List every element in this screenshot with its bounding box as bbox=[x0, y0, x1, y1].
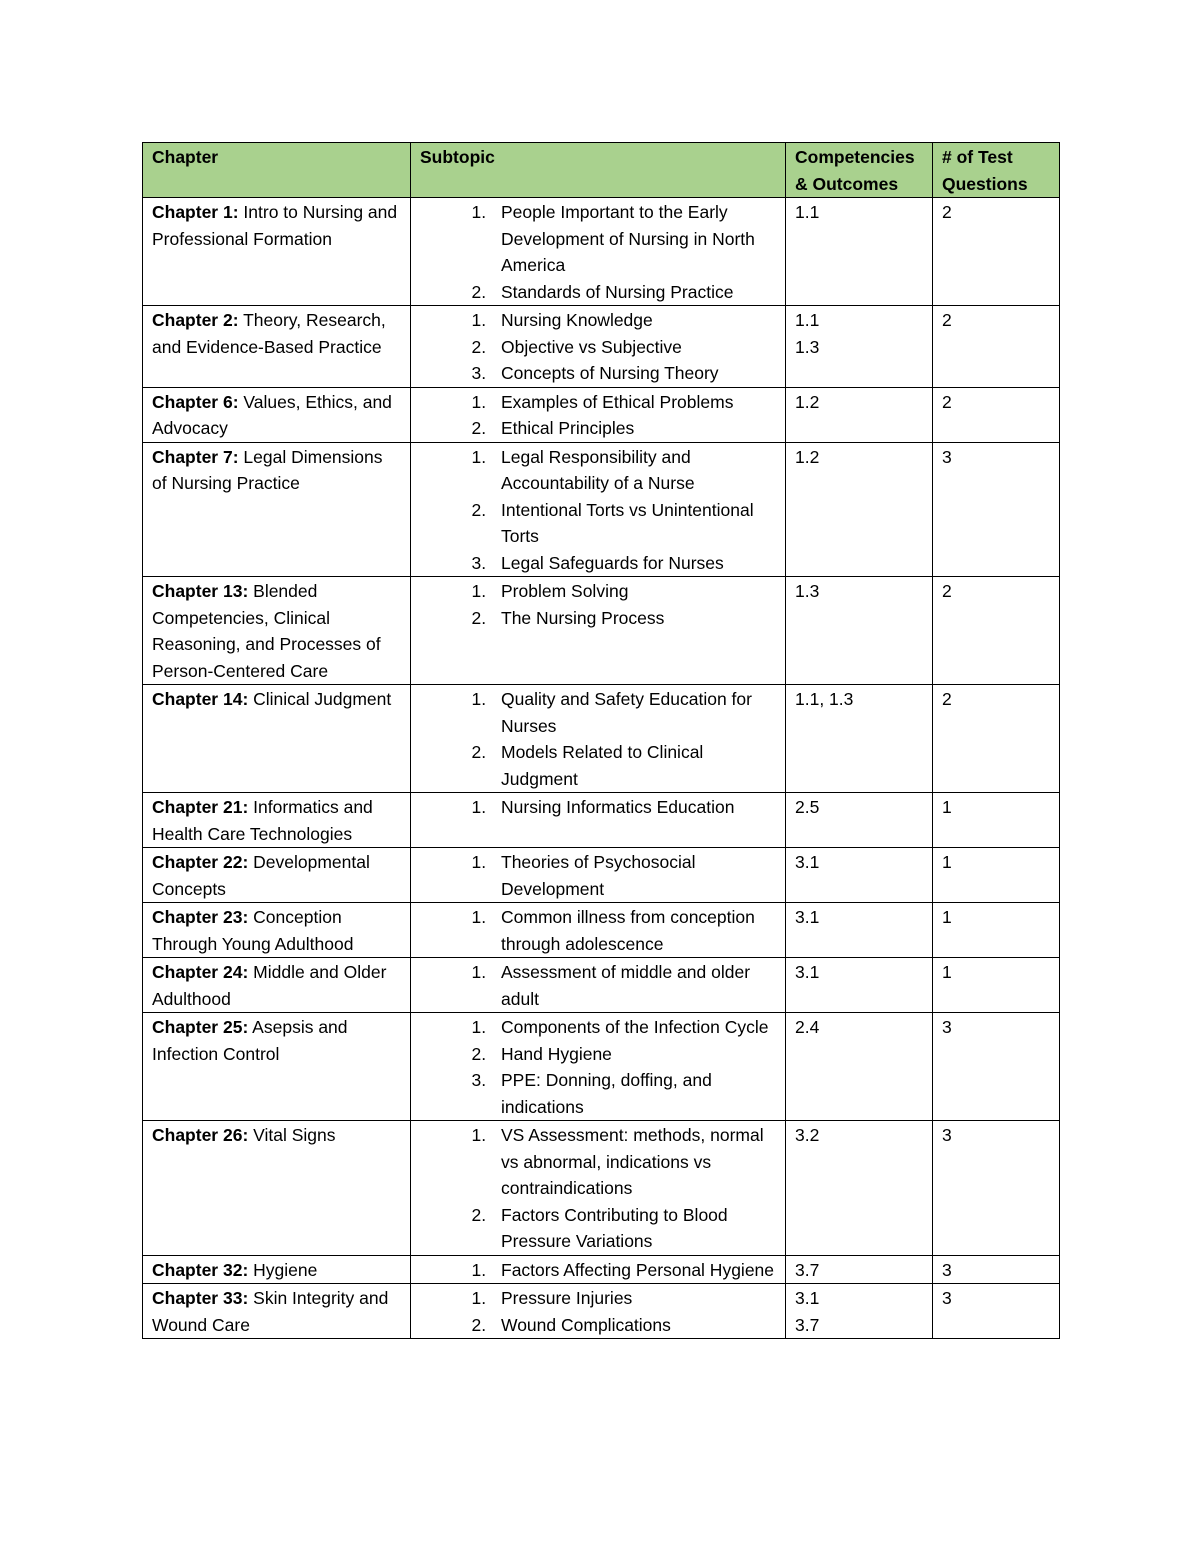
chapter-cell bbox=[143, 1255, 411, 1284]
competency-value: 1.3 bbox=[795, 336, 820, 357]
subtopic-item: 1. VS Assessment: methods, normal vs abnormal, indications vs contraindications bbox=[491, 1122, 776, 1202]
subtopic-cell bbox=[411, 1121, 786, 1256]
competency-value: 1.2 bbox=[795, 446, 820, 467]
competency-value: 3.7 bbox=[795, 1259, 820, 1280]
subtopic-item: 1. Nursing Knowledge bbox=[491, 307, 776, 334]
subtopic-cell bbox=[411, 387, 786, 442]
questions-cell: 3 bbox=[933, 1284, 1060, 1339]
subtopic-item: 1. Nursing Informatics Education bbox=[491, 794, 776, 821]
header-chapter: Chapter bbox=[143, 143, 411, 198]
chapter-cell bbox=[143, 958, 411, 1013]
chapter-cell bbox=[143, 1284, 411, 1339]
subtopic-list bbox=[420, 794, 776, 821]
subtopic-list bbox=[420, 1257, 776, 1284]
chapter-number: Chapter 33: bbox=[152, 1288, 249, 1308]
subtopic-cell bbox=[411, 793, 786, 848]
subtopic-item: 3. Concepts of Nursing Theory bbox=[491, 360, 776, 387]
competencies-cell bbox=[786, 903, 933, 958]
chapter-number: Chapter 7: bbox=[152, 446, 239, 467]
subtopic-cell bbox=[411, 1013, 786, 1121]
subtopic-item: 2. Standards of Nursing Practice bbox=[491, 279, 776, 306]
subtopic-item: 1. Problem Solving bbox=[491, 578, 776, 605]
competency-value: 2.5 bbox=[795, 797, 820, 817]
competency-value: 3.7 bbox=[795, 1314, 820, 1335]
chapter-cell bbox=[143, 685, 411, 793]
competencies-cell bbox=[786, 1121, 933, 1256]
chapter-cell bbox=[143, 903, 411, 958]
chapter-title: Legal Dimensions of Nursing Practice bbox=[152, 446, 383, 493]
questions-cell: 2 bbox=[933, 198, 1060, 306]
subtopic-list bbox=[420, 849, 776, 902]
competencies-cell bbox=[786, 442, 933, 577]
chapter-number: Chapter 1: bbox=[152, 202, 239, 222]
table-row bbox=[143, 306, 1060, 388]
competency-value: 1.3 bbox=[795, 581, 820, 601]
subtopic-cell bbox=[411, 577, 786, 685]
subtopic-cell bbox=[411, 306, 786, 388]
subtopic-list bbox=[420, 199, 776, 305]
table-row bbox=[143, 442, 1060, 577]
competencies-cell bbox=[786, 1284, 933, 1339]
chapter-title: Conception Through Young Adulthood bbox=[152, 907, 354, 954]
chapter-title: Intro to Nursing and Professional Formation bbox=[152, 202, 398, 249]
header-subtopic: Subtopic bbox=[411, 143, 786, 198]
chapter-title: Vital Signs bbox=[248, 1125, 336, 1145]
chapter-cell bbox=[143, 793, 411, 848]
questions-cell: 3 bbox=[933, 1013, 1060, 1121]
competency-value: 3.1 bbox=[795, 852, 820, 872]
subtopic-item: 1. Legal Responsibility and Accountability of a Nurse bbox=[491, 444, 776, 497]
subtopic-cell bbox=[411, 198, 786, 306]
chapter-number: Chapter 32: bbox=[152, 1259, 249, 1280]
test-blueprint-table bbox=[142, 142, 1060, 1339]
subtopic-item: 1. Quality and Safety Education for Nurses bbox=[491, 686, 776, 739]
competencies-cell bbox=[786, 306, 933, 388]
subtopic-list bbox=[420, 904, 776, 957]
table-row bbox=[143, 793, 1060, 848]
subtopic-item: 2. Objective vs Subjective bbox=[491, 334, 776, 361]
competencies-cell bbox=[786, 848, 933, 903]
chapter-title: Informatics and Health Care Technologies bbox=[152, 797, 373, 844]
subtopic-item: 1. People Important to the Early Development of Nursing in North America bbox=[491, 199, 776, 279]
subtopic-item: 1. Theories of Psychosocial Development bbox=[491, 849, 776, 902]
subtopic-list bbox=[420, 959, 776, 1012]
table-row bbox=[143, 1121, 1060, 1256]
chapter-number: Chapter 6: bbox=[152, 391, 239, 412]
subtopic-item: 1. Components of the Infection Cycle bbox=[491, 1014, 776, 1041]
chapter-cell bbox=[143, 198, 411, 306]
competencies-cell bbox=[786, 685, 933, 793]
chapter-number: Chapter 24: bbox=[152, 962, 249, 982]
competency-value: 1.2 bbox=[795, 391, 820, 412]
chapter-cell bbox=[143, 1013, 411, 1121]
subtopic-cell bbox=[411, 442, 786, 577]
table-header bbox=[143, 143, 1060, 198]
competencies-cell bbox=[786, 387, 933, 442]
competencies-cell bbox=[786, 577, 933, 685]
chapter-title: Skin Integrity and Wound Care bbox=[152, 1288, 389, 1335]
table-row bbox=[143, 577, 1060, 685]
chapter-title: Hygiene bbox=[248, 1259, 318, 1280]
questions-cell: 1 bbox=[933, 958, 1060, 1013]
subtopic-item: 2. Wound Complications bbox=[491, 1312, 776, 1339]
subtopic-item: 2. Hand Hygiene bbox=[491, 1041, 776, 1068]
competencies-cell bbox=[786, 793, 933, 848]
competency-value: 3.1 bbox=[795, 962, 820, 982]
header-row bbox=[143, 143, 1060, 198]
table-row bbox=[143, 903, 1060, 958]
table-body bbox=[143, 198, 1060, 1339]
subtopic-list bbox=[420, 1285, 776, 1338]
questions-cell: 2 bbox=[933, 306, 1060, 388]
subtopic-item: 1. Factors Affecting Personal Hygiene bbox=[491, 1257, 776, 1284]
chapter-cell bbox=[143, 387, 411, 442]
competency-value: 1.1, 1.3 bbox=[795, 689, 854, 709]
chapter-cell bbox=[143, 577, 411, 685]
subtopic-item: 1. Pressure Injuries bbox=[491, 1285, 776, 1312]
subtopic-list bbox=[420, 686, 776, 792]
subtopic-list bbox=[420, 578, 776, 631]
competency-value: 1.1 bbox=[795, 310, 820, 330]
competencies-cell bbox=[786, 1013, 933, 1121]
questions-cell: 1 bbox=[933, 793, 1060, 848]
subtopic-cell bbox=[411, 1284, 786, 1339]
competency-value: 3.2 bbox=[795, 1125, 820, 1145]
chapter-number: Chapter 14: bbox=[152, 689, 249, 709]
subtopic-item: 2. Ethical Principles bbox=[491, 415, 776, 442]
chapter-title: Blended Competencies, Clinical Reasoning, and Processes of Person-Centered Care bbox=[152, 581, 381, 681]
subtopic-item: 1. Common illness from conception through adolescence bbox=[491, 904, 776, 957]
competency-value: 1.1 bbox=[795, 202, 820, 222]
chapter-number: Chapter 25: bbox=[152, 1017, 249, 1037]
questions-cell: 1 bbox=[933, 848, 1060, 903]
questions-cell: 1 bbox=[933, 903, 1060, 958]
questions-cell: 3 bbox=[933, 1255, 1060, 1284]
subtopic-item: 2. Factors Contributing to Blood Pressure Variations bbox=[491, 1202, 776, 1255]
competency-value: 3.1 bbox=[795, 1288, 820, 1308]
header-competencies: Competencies & Outcomes bbox=[786, 143, 933, 198]
subtopic-cell bbox=[411, 848, 786, 903]
header-questions: # of Test Questions bbox=[933, 143, 1060, 198]
chapter-number: Chapter 26: bbox=[152, 1125, 249, 1145]
table-row bbox=[143, 198, 1060, 306]
competencies-cell bbox=[786, 1255, 933, 1284]
questions-cell: 2 bbox=[933, 577, 1060, 685]
competency-value: 2.4 bbox=[795, 1017, 820, 1037]
subtopic-item: 3. Legal Safeguards for Nurses bbox=[491, 550, 776, 577]
chapter-cell bbox=[143, 848, 411, 903]
table-row bbox=[143, 685, 1060, 793]
subtopic-item: 2. Models Related to Clinical Judgment bbox=[491, 739, 776, 792]
chapter-cell bbox=[143, 306, 411, 388]
table-row bbox=[143, 1013, 1060, 1121]
chapter-cell bbox=[143, 1121, 411, 1256]
questions-cell: 3 bbox=[933, 442, 1060, 577]
subtopic-cell bbox=[411, 1255, 786, 1284]
subtopic-item: 2. Intentional Torts vs Unintentional Torts bbox=[491, 497, 776, 550]
subtopic-cell bbox=[411, 903, 786, 958]
chapter-cell bbox=[143, 442, 411, 577]
chapter-number: Chapter 21: bbox=[152, 797, 249, 817]
chapter-title: Middle and Older Adulthood bbox=[152, 962, 387, 1009]
competencies-cell bbox=[786, 198, 933, 306]
subtopic-item: 2. The Nursing Process bbox=[491, 605, 776, 632]
subtopic-cell bbox=[411, 958, 786, 1013]
chapter-title: Values, Ethics, and Advocacy bbox=[152, 391, 392, 438]
competencies-cell bbox=[786, 958, 933, 1013]
subtopic-list bbox=[420, 1122, 776, 1255]
subtopic-item: 1. Assessment of middle and older adult bbox=[491, 959, 776, 1012]
chapter-number: Chapter 2: bbox=[152, 310, 239, 330]
subtopic-list bbox=[420, 1014, 776, 1120]
table-row bbox=[143, 387, 1060, 442]
subtopic-list bbox=[420, 389, 776, 442]
table-row bbox=[143, 848, 1060, 903]
chapter-number: Chapter 13: bbox=[152, 581, 249, 601]
table-row bbox=[143, 1255, 1060, 1284]
chapter-title: Clinical Judgment bbox=[248, 689, 392, 709]
questions-cell: 2 bbox=[933, 685, 1060, 793]
table-row bbox=[143, 958, 1060, 1013]
subtopic-item: 1. Examples of Ethical Problems bbox=[491, 389, 776, 416]
table-row bbox=[143, 1284, 1060, 1339]
questions-cell: 3 bbox=[933, 1121, 1060, 1256]
questions-cell: 2 bbox=[933, 387, 1060, 442]
subtopic-list bbox=[420, 307, 776, 387]
subtopic-item: 3. PPE: Donning, doffing, and indications bbox=[491, 1067, 776, 1120]
chapter-number: Chapter 22: bbox=[152, 852, 249, 872]
subtopic-cell bbox=[411, 685, 786, 793]
subtopic-list bbox=[420, 444, 776, 577]
chapter-title: Asepsis and Infection Control bbox=[152, 1017, 348, 1064]
competency-value: 3.1 bbox=[795, 907, 820, 927]
chapter-title: Developmental Concepts bbox=[152, 852, 370, 899]
chapter-title: Theory, Research, and Evidence-Based Practice bbox=[152, 310, 386, 357]
chapter-number: Chapter 23: bbox=[152, 907, 249, 927]
